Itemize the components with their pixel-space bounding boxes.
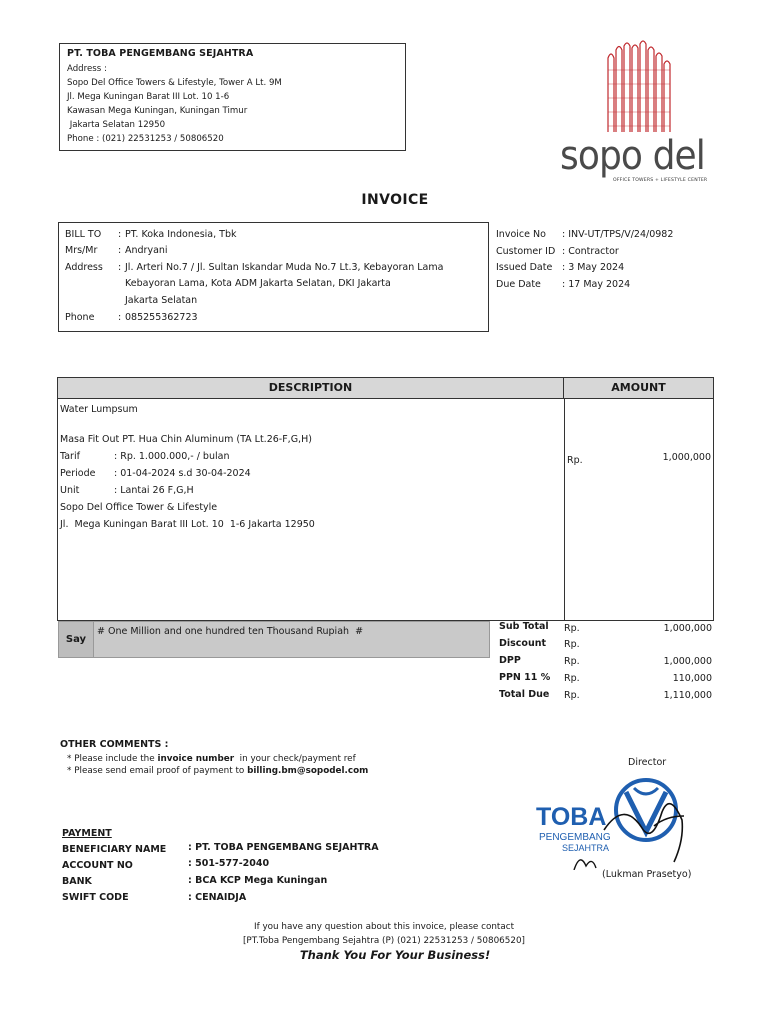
issued-date-value: : 3 May 2024 [562, 262, 625, 273]
address-label: Address [65, 262, 103, 273]
subtotal-currency: Rp. [564, 623, 580, 634]
dpp-currency: Rp. [564, 656, 580, 667]
subtotal-label: Sub Total [499, 621, 549, 632]
unit-label: Unit [60, 485, 80, 496]
sender-box [59, 43, 406, 151]
billing-email: billing.bm@sopodel.com [247, 766, 369, 776]
comment-text: in your check/payment ref [234, 754, 356, 764]
contact-value: Andryani [125, 245, 168, 256]
stamp-emblem-icon [534, 770, 704, 870]
periode-label: Periode [60, 468, 96, 479]
amount-in-words-bar [58, 621, 490, 658]
line-items-table [57, 377, 714, 621]
director-name: (Lukman Prasetyo) [602, 869, 692, 880]
sender-address-line: Jl. Mega Kuningan Barat III Lot. 10 1-6 [67, 92, 230, 102]
project-line: Masa Fit Out PT. Hua Chin Aluminum (TA Lt.26-F,G,H) [60, 434, 312, 445]
stamp-subtitle: SEJAHTRA [562, 843, 610, 853]
sender-address-label: Address : [67, 64, 107, 74]
due-date-label: Due Date [496, 279, 541, 290]
tarif-value: : Rp. 1.000.000,- / bulan [114, 451, 230, 462]
amount-header: AMOUNT [564, 378, 713, 399]
comment-line-2 [67, 766, 368, 776]
colon: : [118, 229, 122, 240]
stamp-subtitle: PENGEMBANG [539, 832, 611, 843]
sender-company: PT. TOBA PENGEMBANG SEJAHTRA [67, 48, 254, 59]
amount-in-words: # One Million and one hundred ten Thousand Rupiah # [97, 626, 364, 637]
column-divider [564, 399, 565, 620]
subtotal-value: 1,000,000 [663, 623, 712, 634]
discount-label: Discount [499, 638, 547, 649]
bill-to-box [58, 222, 489, 332]
total-due-value: 1,110,000 [663, 690, 712, 701]
ppn-currency: Rp. [564, 673, 580, 684]
comments-heading: OTHER COMMENTS : [60, 739, 169, 750]
bill-to-value: PT. Koka Indonesia, Tbk [125, 229, 237, 240]
ppn-value: 110,000 [672, 673, 712, 684]
sender-address-line: Sopo Del Office Towers & Lifestyle, Tower A Lt. 9M [67, 78, 282, 88]
dpp-value: 1,000,000 [663, 656, 712, 667]
issued-date-label: Issued Date [496, 262, 553, 273]
tarif-label: Tarif [60, 451, 80, 462]
contact-label: Mrs/Mr [65, 245, 98, 256]
discount-currency: Rp. [564, 639, 580, 650]
sender-address-line: Kawasan Mega Kuningan, Kuningan Timur [67, 106, 248, 116]
dpp-label: DPP [499, 655, 521, 666]
logo-tagline: OFFICE TOWERS + LIFESTYLE CENTER [613, 178, 708, 183]
due-date-value: : 17 May 2024 [562, 279, 631, 290]
account-no-value: : 501-577-2040 [188, 858, 270, 869]
customer-id-value: : Contractor [562, 246, 619, 257]
beneficiary-value: : PT. TOBA PENGEMBANG SEJAHTRA [188, 842, 379, 853]
company-stamp [534, 770, 704, 870]
periode-value: : 01-04-2024 s.d 30-04-2024 [114, 468, 251, 479]
colon: : [118, 245, 122, 256]
swift-code-label: SWIFT CODE [62, 892, 129, 903]
page-title: INVOICE [361, 192, 429, 208]
say-label: Say [59, 622, 94, 657]
bill-to-label: BILL TO [65, 229, 102, 240]
bank-label: BANK [62, 876, 92, 887]
total-due-label: Total Due [499, 689, 550, 700]
logo-wordmark: sopo del [560, 133, 705, 179]
location-line-2: Jl. Mega Kuningan Barat III Lot. 10 1-6 Jakarta 12950 [60, 519, 315, 530]
location-line-1: Sopo Del Office Tower & Lifestyle [60, 502, 218, 513]
initial-stroke [574, 860, 596, 870]
comment-emphasis: invoice number [157, 754, 235, 764]
address-value: Jl. Arteri No.7 / Jl. Sultan Iskandar Muda No.7 Lt.3, Kebayoran Lama [125, 262, 444, 273]
comment-text: * Please send email proof of payment to [67, 766, 248, 776]
footer-contact-note: If you have any question about this invoice, please contact [253, 922, 515, 932]
account-no-label: ACCOUNT NO [62, 860, 133, 871]
item-title: Water Lumpsum [60, 404, 138, 415]
comment-text: * Please include the [67, 754, 158, 764]
footer-contact-details: [PT.Toba Pengembang Sejahtra (P) (021) 22531253 / 50806520] [243, 936, 525, 946]
customer-id-label: Customer ID [496, 246, 556, 257]
swift-code-value: : CENAIDJA [188, 892, 247, 903]
beneficiary-label: BENEFICIARY NAME [62, 844, 167, 855]
comment-line-1 [67, 754, 356, 764]
colon: : [118, 312, 122, 323]
stamp-name: TOBA [536, 803, 607, 831]
amount-value: 1,000,000 [662, 452, 711, 463]
amount-currency: Rp. [567, 455, 583, 466]
payment-heading: PAYMENT [62, 828, 112, 839]
footer-thanks: Thank You For Your Business! [299, 948, 491, 962]
phone-value: 085255362723 [125, 312, 198, 323]
sopo-del-logo [556, 40, 726, 190]
address-line-3: Jakarta Selatan [125, 295, 198, 306]
unit-value: : Lantai 26 F,G,H [114, 485, 194, 496]
bank-value: : BCA KCP Mega Kuningan [188, 875, 328, 886]
tower-icon [556, 40, 726, 136]
colon: : [118, 262, 122, 273]
sender-address-line: Jakarta Selatan 12950 [67, 120, 166, 130]
description-header: DESCRIPTION [58, 378, 564, 399]
ppn-label: PPN 11 % [499, 672, 551, 683]
address-line-2: Kebayoran Lama, Kota ADM Jakarta Selatan, DKI Jakarta [125, 278, 391, 289]
total-due-currency: Rp. [564, 690, 580, 701]
invoice-no-value: : INV-UT/TPS/V/24/0982 [562, 229, 674, 240]
phone-label: Phone [65, 312, 95, 323]
invoice-no-label: Invoice No [496, 229, 546, 240]
sender-phone: Phone : (021) 22531253 / 50806520 [67, 134, 224, 144]
director-label: Director [628, 757, 667, 768]
